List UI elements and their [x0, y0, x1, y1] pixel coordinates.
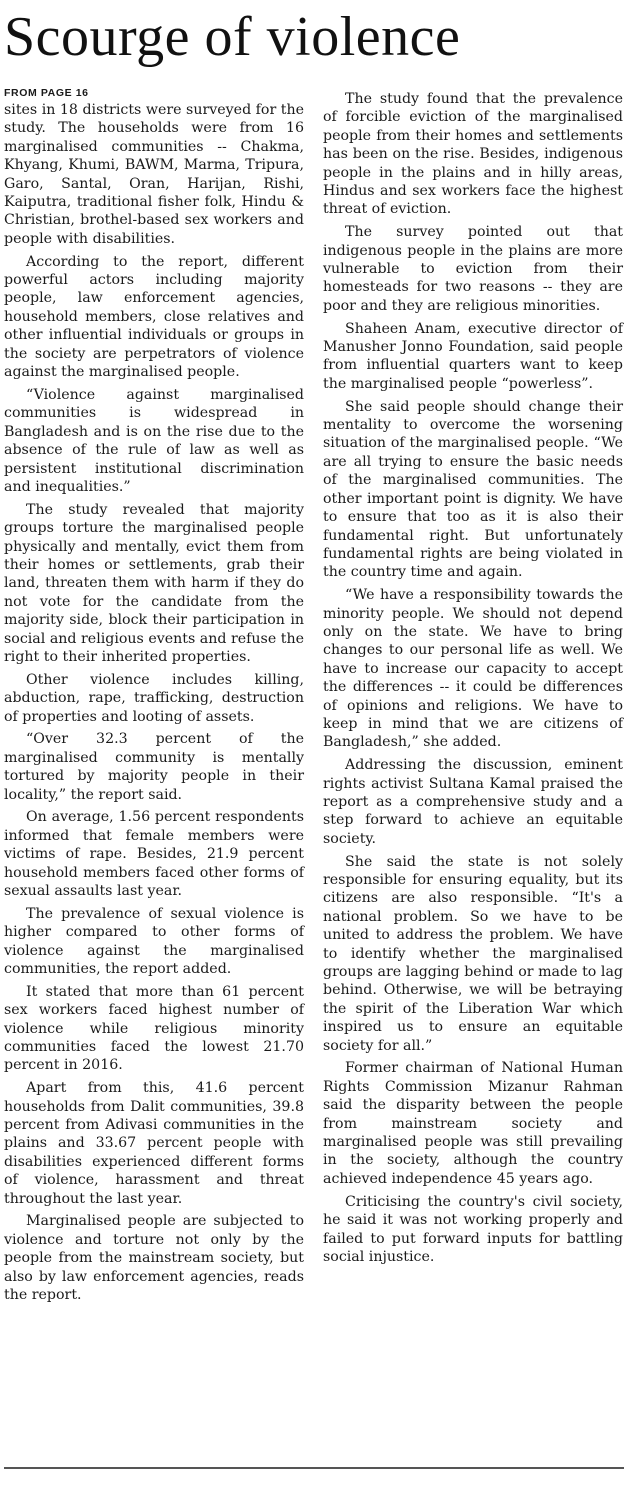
paragraph: Former chairman of National Human Rights Commission Mizanur Rahman said the disparity between the people from mainstream society and marginalised people was still prevailing in the society, although the country achieved independence 45 years ago.: [323, 1060, 623, 1187]
headline: Scourge of violence: [4, 6, 461, 68]
paragraph: The study revealed that majority groups torture the marginalised people physically and mentally, evict them from their homes or settlements, grab their land, threaten them with harm if they do not vote for the candidate from the majority side, block their participation in social and religious events and refuse the right to their inherited properties.: [4, 501, 304, 665]
paragraph: According to the report, different powerful actors including majority people, law enforcement agencies, household members, close relatives and other influential individuals or groups in the society are perpetrators of violence against the marginalised people.: [4, 253, 304, 381]
paragraph: “Over 32.3 percent of the marginalised community is mentally tortured by majority people in their locality,” the report said.: [4, 731, 304, 803]
paragraph: She said people should change their mentality to overcome the worsening situation of the marginalised people. “We are all trying to ensure the basic needs of the marginalised communities. The other important point is dignity. We have to ensure that too as it is also their fundamental right. But unfortunately fundamental rights are being violated in the country time and again.: [323, 398, 623, 581]
paragraph: “We have a responsibility towards the minority people. We should not depend only on the state. We have to bring changes to our personal life as well. We have to increase our capacity to accept the differences -- it could be differences of opinions and religions. We have to keep in mind that we are citizens of Bangladesh,” she added.: [323, 587, 623, 751]
article-column-right: [323, 90, 623, 1271]
paragraph: Other violence includes killing, abduction, rape, trafficking, destruction of properties and looting of assets.: [4, 671, 304, 725]
paragraph: Apart from this, 41.6 percent households from Dalit communities, 39.8 percent from Adivasi communities in the plains and 33.67 percent people with disabilities experienced different forms of violence, harassment and threat throughout the last year.: [4, 1080, 304, 1207]
paragraph: The prevalence of sexual violence is higher compared to other forms of violence against the marginalised communities, the report added.: [4, 905, 304, 978]
paragraph: Shaheen Anam, executive director of Manusher Jonno Foundation, said people from influential quarters want to keep the marginalised people “powerless”.: [323, 320, 623, 392]
jump-label: FROM PAGE 16: [4, 87, 89, 99]
paragraph: She said the state is not solely responsible for ensuring equality, but its citizens are also responsible. “It's a national problem. So we have to be united to address the problem. We have to identify whether the marginalised groups are lagging behind or made to lag behind. Otherwise, we will be betraying the spirit of the Liberation War which inspired us to ensure an equitable society for all.”: [323, 853, 623, 1054]
paragraph: sites in 18 districts were surveyed for the study. The households were from 16 marginalised communities -- Chakma, Khyang, Khumi, BAWM, Marma, Tripura, Garo, Santal, Oran, Harijan, Rishi, Kaiputra, traditional fisher folk, Hindu & Christian, brothel-based sex workers and people with disabilities.: [4, 102, 304, 247]
paragraph: Addressing the discussion, eminent rights activist Sultana Kamal praised the report as a comprehensive study and a step forward to achieve an equitable society.: [323, 757, 623, 847]
article-column-left: [4, 86, 304, 1309]
paragraph: Criticising the country's civil society, he said it was not working properly and failed to put forward inputs for battling social injustice.: [323, 1193, 623, 1265]
paragraph: It stated that more than 61 percent sex workers faced highest number of violence while religious minority communities faced the lowest 21.70 percent in 2016.: [4, 983, 304, 1074]
paragraph: On average, 1.56 percent respondents informed that female members were victims of rape. Besides, 21.9 percent household members faced other forms of sexual assaults last year.: [4, 809, 304, 899]
paragraph: Marginalised people are subjected to violence and torture not only by the people from the mainstream society, but also by law enforcement agencies, reads the report.: [4, 1213, 304, 1304]
paragraph: “Violence against marginalised communities is widespread in Bangladesh and is on the rise due to the absence of the rule of law as well as persistent institutional discrimination and inequalities.”: [4, 386, 304, 495]
paragraph: The study found that the prevalence of forcible eviction of the marginalised people from their homes and settlements has been on the rise. Besides, indigenous people in the plains and in hilly areas, Hindus and sex workers face the highest threat of eviction.: [323, 91, 623, 218]
bottom-rule: [4, 1467, 624, 1469]
paragraph: The survey pointed out that indigenous people in the plains are more vulnerable to eviction from their homesteads for two reasons -- they are poor and they are religious minorities.: [323, 224, 623, 314]
